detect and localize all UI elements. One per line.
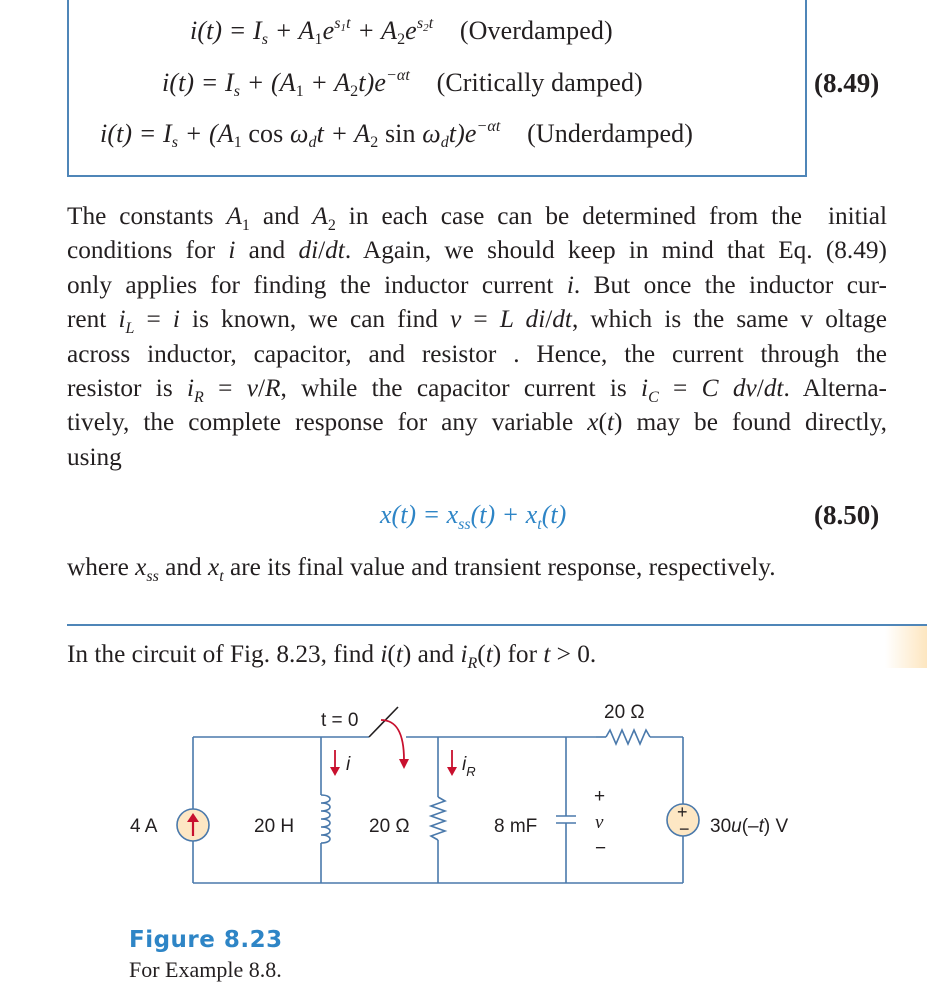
shunt-resistor-label: 20 Ω xyxy=(369,816,410,837)
capacitor-label: 8 mF xyxy=(494,816,538,837)
shunt-resistor xyxy=(431,797,445,840)
source-plus: + xyxy=(677,802,688,822)
paragraph-line: using xyxy=(67,442,122,471)
paragraph-line: tively, the complete response for any variable x(t) may be found directly, xyxy=(67,408,887,437)
underdamped-label: (Underdamped) xyxy=(527,119,693,148)
inductor-coil xyxy=(321,795,330,843)
paragraph-line: across inductor, capacitor, and resistor . Hence, the current through the xyxy=(67,339,887,368)
overdamped-label: (Overdamped) xyxy=(459,16,613,45)
resistor-current-arrow-icon xyxy=(447,750,457,776)
equation-critically-damped: $i(t) = I_s + (A_1 + A_2t)e^{-\alpha t}$ (Critically damped) xyxy=(162,67,643,100)
source-minus: − xyxy=(679,819,690,839)
where-line: where $x_{ss}$ and $x_t$ are its final value and transient response, respectively. xyxy=(67,553,776,585)
equation-overdamped: $i(t) = I_s + A_1e^{s_1t} + A_2e^{s_2t}$ (Overdamped) xyxy=(190,15,613,48)
voltage-minus-label: − xyxy=(595,838,607,859)
paragraph-line: resistor is $i_R = v/R$, while the capacitor current is $i_C = C$ dv/dt. Alterna- xyxy=(67,374,887,407)
inductor-current-label: i xyxy=(346,754,351,775)
section-divider xyxy=(67,624,927,626)
switch-blade xyxy=(369,707,398,737)
series-resistor-label: 20 Ω xyxy=(604,702,645,723)
inductor-current-arrow-icon xyxy=(330,750,340,776)
equation-8-50: $x(t) = x_{ss}(t) + x_t(t)$ xyxy=(380,500,567,533)
figure-caption: For Example 8.8. xyxy=(129,957,282,982)
critically-damped-label: (Critically damped) xyxy=(436,68,643,97)
paragraph-line: only applies for finding the inductor current i. But once the inductor cur- xyxy=(67,270,887,299)
example-statement: In the circuit of Fig. 8.23, find i(t) and $i_R(t)$ for t > 0. xyxy=(67,640,597,672)
paragraph-line: The constants $A_1$ and $A_2$ in each case can be determined from the initial xyxy=(67,202,887,234)
body-paragraph xyxy=(67,199,887,474)
figure-title: Figure 8.23 xyxy=(129,927,283,953)
equation-number-8-50: (8.50) xyxy=(814,500,880,530)
margin-shade xyxy=(885,626,927,668)
current-source-label: 4 A xyxy=(130,816,158,837)
paragraph-line: conditions for i and di/dt. Again, we should keep in mind that Eq. (8.49) xyxy=(67,236,887,265)
voltage-plus-label: + xyxy=(594,786,606,807)
circuit-diagram xyxy=(0,690,927,930)
equation-underdamped: $i(t) = I_s + (A_1$ $\cos \omega_dt + A_2$ $\sin \omega_dt)e^{-\alpha t}$ (Underdamped) xyxy=(100,118,693,151)
switch-arrow-icon xyxy=(381,720,409,769)
paragraph-line: rent $i_L = i$ is known, we can find v = L di/dt, which is the same v oltage xyxy=(67,305,888,338)
resistor-current-label: $i_R$ xyxy=(462,754,476,779)
voltage-label: v xyxy=(595,812,604,833)
inductor-label: 20 H xyxy=(254,816,295,837)
voltage-source-label: 30u(–t) V xyxy=(710,816,789,837)
series-resistor xyxy=(606,730,650,744)
equation-number-8-49: (8.49) xyxy=(814,68,880,98)
switch-label: t = 0 xyxy=(321,710,359,731)
